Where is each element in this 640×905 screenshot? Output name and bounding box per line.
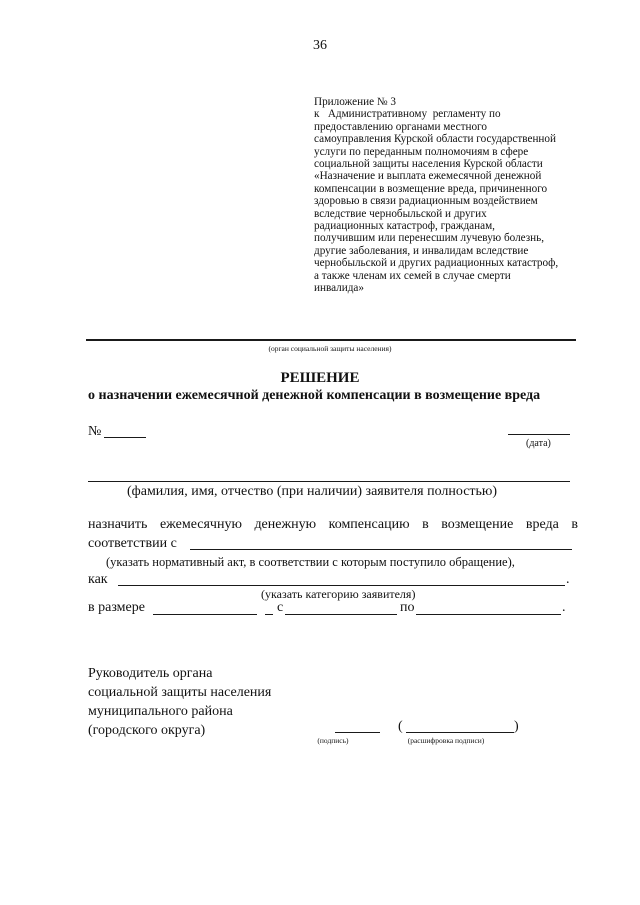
signer-line: социальной защиты населения — [88, 685, 272, 700]
amount-line-small — [265, 614, 273, 615]
signer-line: (городского округа) — [88, 723, 206, 738]
document-title: РЕШЕНИЕ — [280, 370, 360, 386]
document-subtitle: о назначении ежемесячной денежной компенсации в возмещение вреда — [88, 388, 541, 403]
appendix-line: к Административному регламенту по — [314, 108, 501, 121]
to-label: по — [400, 600, 415, 615]
body-word: в — [422, 517, 429, 532]
signer-block — [88, 664, 271, 740]
appendix-line: а также членам их семей в случае смерти — [314, 269, 511, 282]
number-label: № — [88, 424, 102, 439]
appendix-line: получившим или перенесшим лучевую болезнь, — [314, 232, 545, 245]
category-caption: (указать категорию заявителя) — [261, 587, 416, 601]
amount-line[interactable] — [153, 614, 257, 615]
applicant-line[interactable] — [88, 481, 570, 482]
decode-paren-open: ( — [398, 719, 403, 734]
signer-line: Руководитель органа — [88, 666, 213, 681]
body-line-2: соответствии с — [88, 536, 177, 551]
amount-period: . — [562, 600, 566, 615]
act-line[interactable] — [190, 549, 572, 550]
appendix-line: чернобыльской и других радиационных катастроф, — [314, 257, 559, 270]
from-label: с — [277, 600, 284, 615]
appendix-line: вследствие чернобыльской и других — [314, 207, 487, 220]
organ-caption: (орган социальной защиты населения) — [268, 344, 392, 353]
appendix-line: самоуправления Курской области государственной — [314, 133, 556, 146]
body-line-1 — [88, 517, 578, 533]
appendix-line: Приложение № 3 — [314, 96, 396, 108]
appendix-line: здоровью в связи радиационным воздействием — [314, 195, 538, 208]
signature-line[interactable] — [335, 732, 380, 733]
body-word: ежемесячную — [159, 517, 242, 532]
amount-label: в размере — [88, 600, 145, 615]
signature-caption: (подпись) — [317, 736, 349, 745]
decode-line[interactable] — [406, 732, 514, 733]
organ-line — [86, 339, 576, 341]
decode-paren-close: ) — [514, 719, 519, 734]
body-word: в — [571, 517, 578, 532]
appendix-line: другие заболевания, и инвалидам вследствие — [314, 244, 529, 257]
signer-line: муниципального района — [88, 704, 233, 719]
as-label: как — [88, 572, 108, 587]
appendix-line: «Назначение и выплата ежемесячной денежной — [314, 170, 542, 183]
body-word: компенсацию — [328, 517, 410, 532]
body-word: назначить — [88, 517, 148, 532]
appendix-line: инвалида» — [314, 282, 364, 295]
category-period: . — [566, 572, 570, 587]
appendix-block — [314, 96, 584, 295]
category-line[interactable] — [118, 585, 565, 586]
appendix-line: радиационных катастроф, гражданам, — [314, 220, 495, 233]
act-caption: (указать нормативный акт, в соответствии с которым поступило обращение), — [106, 555, 515, 569]
decode-caption: (расшифровка подписи) — [407, 736, 485, 745]
from-date-line[interactable] — [285, 614, 397, 615]
appendix-line: социальной защиты населения Курской области — [314, 158, 543, 171]
appendix-line: предоставлению органами местного — [314, 120, 487, 133]
appendix-line: услуги по переданным полномочиям в сфере — [314, 145, 529, 158]
applicant-caption: (фамилия, имя, отчество (при наличии) заявителя полностью) — [127, 484, 498, 499]
page-number: 36 — [313, 38, 327, 53]
body-word: денежную — [254, 517, 317, 532]
body-word: вреда — [525, 517, 559, 532]
date-line[interactable] — [508, 434, 570, 435]
to-date-line[interactable] — [416, 614, 561, 615]
number-line[interactable] — [104, 437, 146, 438]
appendix-line: компенсации в возмещение вреда, причиненного — [314, 182, 548, 195]
date-caption: (дата) — [526, 438, 551, 449]
body-word: возмещение — [441, 517, 514, 532]
